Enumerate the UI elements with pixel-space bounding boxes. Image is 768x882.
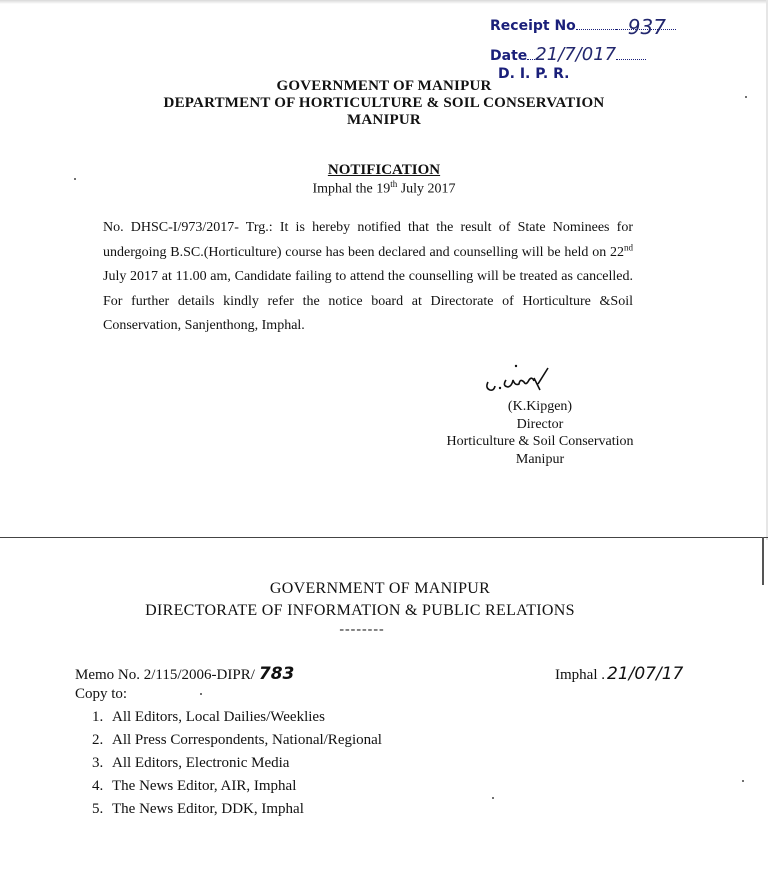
scan-speck bbox=[74, 178, 76, 180]
signatory-block bbox=[430, 398, 650, 468]
list-item-number: 2. bbox=[92, 732, 104, 748]
section-divider bbox=[0, 537, 768, 538]
signature-icon bbox=[482, 360, 552, 396]
notification-date bbox=[0, 179, 768, 198]
body-part1: No. DHSC-I/973/2017- Trg.: It is hereby notified that the result of State Nominees for undergoing B.SC.(Horticulture) course has been declared and counselling will be held on 22 bbox=[103, 220, 633, 260]
signatory-name: (K.Kipgen) bbox=[507, 399, 573, 414]
list-item-number: 4. bbox=[92, 778, 104, 794]
recipient-list bbox=[92, 706, 382, 821]
endorsement-header-govt: GOVERNMENT OF MANIPUR bbox=[269, 580, 491, 597]
notification-body bbox=[103, 216, 633, 339]
list-item-number: 3. bbox=[92, 755, 104, 771]
scan-speck bbox=[745, 96, 747, 98]
signatory-dept: Horticulture & Soil Conservation bbox=[446, 434, 634, 449]
body-part2: July 2017 at 11.00 am, Candidate failing to attend the counselling will be treated as cancelled. For further details kindly refer the notice board at Directorate of Horticulture &Soil Conservation, Sanjenthong, Imphal. bbox=[103, 269, 633, 333]
list-item-text: The News Editor, AIR, Imphal bbox=[112, 778, 297, 794]
stamp-receipt-row bbox=[490, 15, 676, 39]
memo-number bbox=[75, 664, 294, 684]
list-item-number: 1. bbox=[92, 709, 104, 725]
list-item bbox=[92, 752, 382, 775]
endorsement-header-dipr: DIRECTORATE OF INFORMATION & PUBLIC RELATIONS bbox=[145, 602, 575, 619]
notice-header-dept: DEPARTMENT OF HORTICULTURE & SOIL CONSERVATION bbox=[163, 95, 605, 111]
list-item-text: All Editors, Local Dailies/Weeklies bbox=[112, 709, 325, 725]
stamp-receipt-label: Receipt No bbox=[490, 18, 576, 34]
stamp-office: D. I. P. R. bbox=[498, 66, 570, 82]
notice-header-govt: GOVERNMENT OF MANIPUR bbox=[276, 78, 492, 94]
list-item-number: 5. bbox=[92, 801, 104, 817]
list-item bbox=[92, 798, 382, 821]
list-item-text: All Press Correspondents, National/Regional bbox=[112, 732, 382, 748]
scan-edge-top bbox=[0, 0, 768, 4]
date-prefix: Imphal the 19 bbox=[312, 181, 391, 197]
list-item bbox=[92, 729, 382, 752]
body-sup: nd bbox=[624, 241, 633, 252]
list-item-text: The News Editor, DDK, Imphal bbox=[112, 801, 304, 817]
scan-speck bbox=[492, 797, 494, 799]
notice-header-state: MANIPUR bbox=[347, 112, 421, 128]
stamp-date-row bbox=[490, 44, 646, 65]
scan-speck bbox=[742, 780, 744, 782]
divider-edge bbox=[762, 537, 764, 585]
stamp-date-label: Date bbox=[490, 48, 528, 64]
memo-handwritten-number: 783 bbox=[258, 664, 295, 684]
list-item-text: All Editors, Electronic Media bbox=[112, 755, 290, 771]
memo-date bbox=[555, 664, 683, 684]
list-item bbox=[92, 775, 382, 798]
memo-label: Memo No. 2/115/2006-DIPR/ bbox=[75, 667, 255, 683]
date-suffix: July 2017 bbox=[397, 181, 456, 197]
endorsement-separator: -------- bbox=[339, 622, 385, 637]
scan-speck bbox=[200, 693, 202, 695]
imphal-handwritten-date: 21/07/17 bbox=[607, 664, 684, 684]
signatory-place: Manipur bbox=[515, 451, 565, 467]
list-item bbox=[92, 706, 382, 729]
date-sup: th bbox=[390, 179, 398, 189]
copy-to-label: Copy to: bbox=[75, 686, 128, 702]
notification-title: NOTIFICATION bbox=[327, 162, 441, 178]
stamp-receipt-value: 937 bbox=[627, 15, 666, 39]
stamp-date-value: 21/7/017 bbox=[535, 44, 617, 65]
signatory-title: Director bbox=[516, 416, 564, 432]
imphal-label: Imphal . bbox=[555, 667, 605, 683]
